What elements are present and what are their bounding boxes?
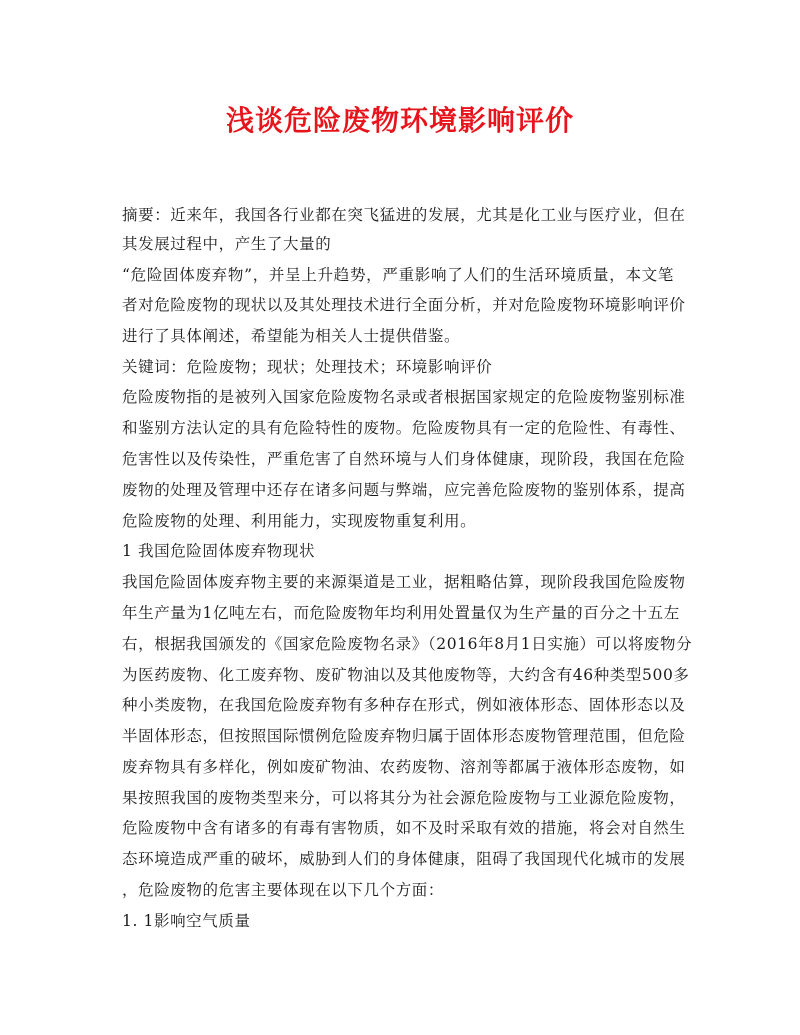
abstract-line-5: 进行了具体阐述，希望能为相关人士提供借鉴。: [122, 327, 461, 345]
paragraph-line: 果按照我国的废物类型来分，可以将其分为社会源危险废物与工业源危险废物，: [122, 789, 686, 807]
paragraph-line: 危险废物指的是被列入国家危险废物名录或者根据国家规定的危险废物鉴别标准: [122, 388, 686, 406]
keywords-line: 关键词：危险废物；现状；处理技术；环境影响评价: [122, 358, 493, 376]
abstract-line-3: “危险固体废弃物”，并呈上升趋势，严重影响了人们的生活环境质量，本文笔: [122, 266, 674, 284]
paragraph-line: 危害性以及传染性，严重危害了自然环境与人们身体健康，现阶段，我国在危险: [122, 450, 686, 468]
section-heading-1-1: 1. 1影响空气质量: [122, 912, 251, 930]
paragraph-line: 半固体形态，但按照国际惯例危险废弃物归属于固体形态废物管理范围，但危险: [122, 727, 686, 745]
document-title: 浅谈危险废物环境影响评价: [225, 104, 574, 137]
paragraph-line: 为医药废物、化工废弃物、废矿物油以及其他废物等，大约含有46种类型500多: [122, 666, 690, 684]
abstract-line-2: 其发展过程中，产生了大量的: [122, 235, 332, 253]
paragraph-line: 危险废物中含有诸多的有毒有害物质，如不及时采取有效的措施，将会对自然生: [122, 819, 686, 837]
abstract-line-1: 摘要：近来年，我国各行业都在突飞猛进的发展，尤其是化工业与医疗业，但在: [122, 206, 686, 224]
paragraph-line: 废物的处理及管理中还存在诸多问题与弊端，应完善危险废物的鉴别体系，提高: [122, 481, 686, 499]
paragraph-line: 年生产量为1亿吨左右，而危险废物年均利用处置量仅为生产量的百分之十五左: [122, 604, 680, 622]
paragraph-line: ，危险废物的危害主要体现在以下几个方面：: [122, 881, 445, 899]
paragraph-line: 右，根据我国颁发的《国家危险废物名录》（2016年8月1日实施）可以将废物分: [122, 635, 693, 653]
paragraph-line: 我国危险固体废弃物主要的来源渠道是工业，据粗略估算，现阶段我国危险废物: [122, 573, 686, 591]
paragraph-line: 和鉴别方法认定的具有危险特性的废物。危险废物具有一定的危险性、有毒性、: [122, 419, 686, 437]
paragraph-line: 废弃物具有多样化，例如废矿物油、农药废物、溶剂等都属于液体形态废物，如: [122, 758, 686, 776]
paragraph-line: 种小类废物，在我国危险废弃物有多种存在形式，例如液体形态、固体形态以及: [122, 696, 686, 714]
section-heading-1: 1 我国危险固体废弃物现状: [122, 542, 316, 560]
paragraph-line: 危险废物的处理、利用能力，实现废物重复利用。: [122, 512, 477, 530]
paragraph-line: 态环境造成严重的破坏，威胁到人们的身体健康，阻碍了我国现代化城市的发展: [122, 850, 686, 868]
abstract-line-4: 者对危险废物的现状以及其处理技术进行全面分析，并对危险废物环境影响评价: [122, 296, 686, 314]
